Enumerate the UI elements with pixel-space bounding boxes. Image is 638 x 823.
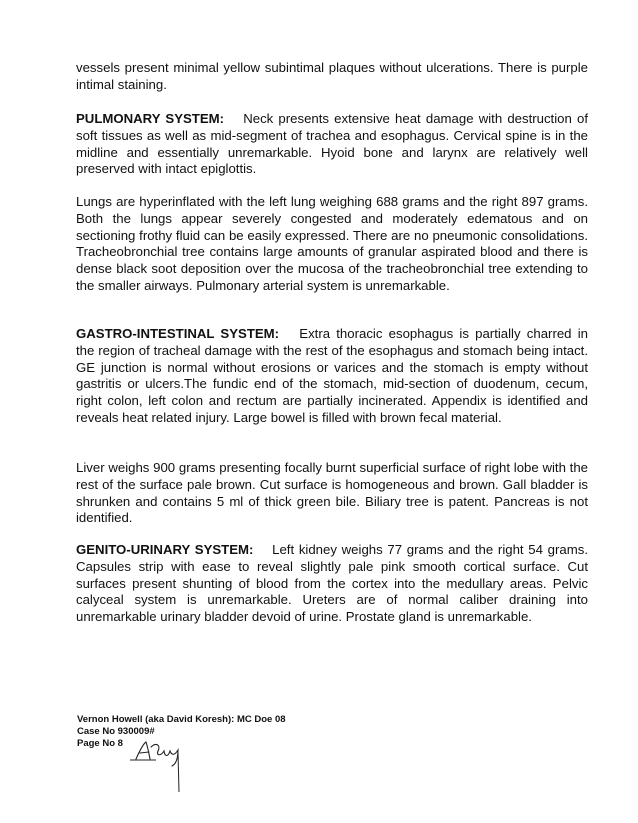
pulmonary-paragraph <box>76 111 588 178</box>
footer-case-name: Vernon Howell (aka David Koresh): MC Doe 08 <box>77 714 286 725</box>
genito-text: Left kidney weighs 77 grams and the right 54 grams. Capsules strip with ease to reveal slightly pale pink smooth cortical surface. Cut surfaces present shunting of blood from the cortex into the medullary areas. Pelvic calyceal system is unremarkable. Ureters are of normal caliber draining into unremarkable urinary bladder devoid of urine. Prostate gland is unremarkable. <box>76 542 588 625</box>
liver-paragraph <box>76 460 588 527</box>
lungs-text: Lungs are hyperinflated with the left lung weighing 688 grams and the right 897 grams. Both the lungs appear severely congested and moderately edematous and on sectioning frothy fluid can be easily expressed. There are no pneumonic consolidations. Tracheobronchial tree contains large amounts of granular aspirated blood and there is dense black soot deposition over the mucosa of the tracheobronchial tree extending to the smaller airways. Pulmonary arterial system is unremarkable. <box>76 194 588 293</box>
pulmonary-text: Neck presents extensive heat damage with destruction of soft tissues as well as mid-segment of trachea and esophagus. Cervical spine is in the midline and essentially unremarkable. Hyoid bone and larynx are relatively well preserved with intact epiglottis. <box>76 111 588 177</box>
footer-page-number: Page No 8 <box>77 738 123 749</box>
genito-heading: GENITO-URINARY SYSTEM: <box>76 542 254 557</box>
intro-text: vessels present minimal yellow subintimal plaques without ulcerations. There is purple intimal staining. <box>76 60 588 92</box>
intro-paragraph <box>76 60 588 94</box>
pulmonary-heading: PULMONARY SYSTEM: <box>76 111 225 126</box>
initials-signature-icon <box>130 738 210 796</box>
lungs-paragraph <box>76 194 588 295</box>
gastro-heading: GASTRO-INTESTINAL SYSTEM: <box>76 326 280 341</box>
genito-paragraph <box>76 542 588 626</box>
liver-text: Liver weighs 900 grams presenting focally burnt superficial surface of right lobe with the rest of the surface pale brown. Cut surface is homogeneous and brown. Gall bladder is shrunken and contains 5 ml of thick green bile. Biliary tree is patent. Pancreas is not identified. <box>76 460 588 526</box>
footer-case-number: Case No 930009# <box>77 726 155 737</box>
gastro-paragraph <box>76 326 588 427</box>
gastro-text: Extra thoracic esophagus is partially charred in the region of tracheal damage with the rest of the esophagus and stomach being intact. GE junction is normal without erosions or varices and the stomach is empty without gastritis or ulcers.The fundic end of the stomach, mid-section of duodenum, cecum, right colon, left colon and rectum are partially incinerated. Appendix is identified and reveals heat related injury. Large bowel is filled with brown fecal material. <box>76 326 588 425</box>
